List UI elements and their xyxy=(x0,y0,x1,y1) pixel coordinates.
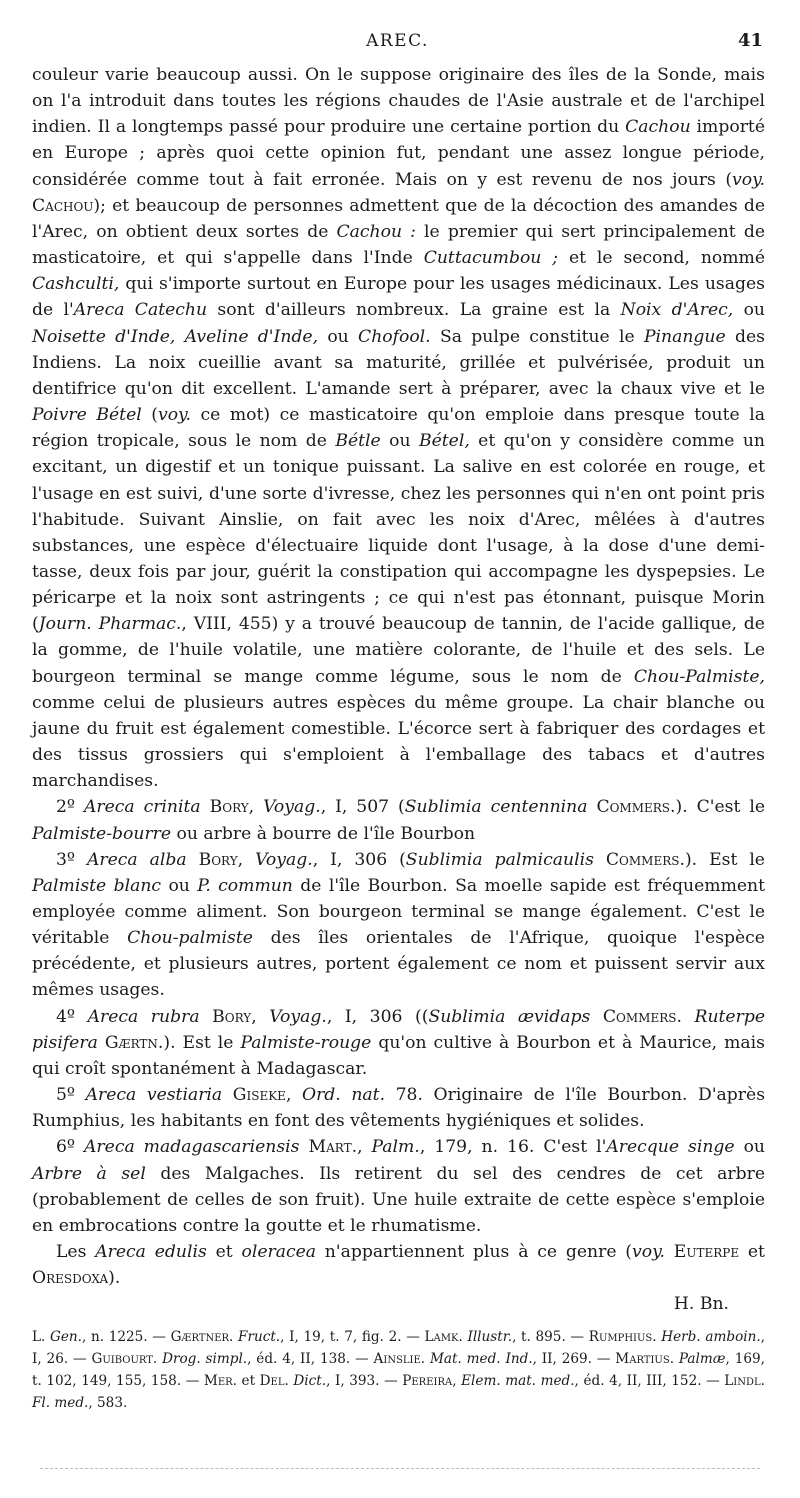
italic-run: Voyag. xyxy=(263,797,321,818)
italic-run: Palmiste-rouge xyxy=(240,1032,372,1053)
italic-run: voy. xyxy=(732,169,765,190)
text-run: des îles orientales de l'Afrique, quoique l'espèce précédente, et plusieurs autres, portent également ce nom et puissent servir aux mêmes usages. xyxy=(32,928,765,1001)
text-run: ). xyxy=(108,1268,121,1289)
paragraph-areca-alba xyxy=(32,847,765,1004)
text-run: et xyxy=(739,1242,765,1263)
species-name: Areca rubra xyxy=(87,1006,200,1027)
paragraph-areca-crinita xyxy=(32,794,765,846)
text-run: couleur varie beaucoup aussi. On le suppose originaire des îles de la Sonde, mais on l'a introduit dans toutes les régions chaudes de l'Asie australe et de l'archipel indien. Il a longtemps passé pour produire une certaine portion du xyxy=(32,65,765,138)
text-run: ). Est le xyxy=(163,1032,241,1053)
text-run: ); et beaucoup de personnes admettent que de la décoction des amandes de l'Arec, on obtient deux sortes de xyxy=(32,195,765,242)
cross-reference: Cachou xyxy=(32,195,94,216)
text-run xyxy=(665,1242,674,1262)
italic-run: Cachou : xyxy=(336,221,416,242)
text-run: ou arbre à bourre de l'île Bourbon xyxy=(171,823,476,844)
italic-run: P. commun xyxy=(197,875,293,896)
italic-run: Cachou xyxy=(625,117,691,138)
italic-run: Cuttacumbou ; xyxy=(423,248,559,269)
author-name: Commers. xyxy=(590,1006,682,1027)
ref-title: Illustr. xyxy=(467,1329,513,1345)
author-name: Giseke xyxy=(222,1085,286,1106)
text-run: le premier qui sert principalement de masticatoire, et qui s'appelle dans l'Inde xyxy=(32,221,765,269)
italic-run: Sublimia ævidaps xyxy=(428,1006,591,1027)
item-number: 4º xyxy=(56,1006,88,1027)
running-title: AREC. xyxy=(366,31,429,51)
ref-text: , éd. 4, II, 138. — xyxy=(247,1351,374,1367)
ref-title: Fruct. xyxy=(238,1329,281,1345)
text-run: Les xyxy=(56,1242,96,1263)
author-name: Commers. xyxy=(587,797,676,818)
author-name: Bory xyxy=(186,849,238,870)
ref-text: et xyxy=(236,1373,260,1389)
text-run: importé en Europe ; après quoi cette opinion fut, pendant une assez longue période, considérée comme tout à fait erronée. Mais on y est revenu de nos jours ( xyxy=(32,117,765,190)
bottom-bleed-through-rule xyxy=(40,1468,760,1469)
paragraph-areca-catechu-continued xyxy=(32,62,765,794)
text-run xyxy=(682,1007,695,1027)
text-run: ce mot) ce masticatoire qu'on emploie dans presque toute la région tropicale, sous le nom de xyxy=(32,405,765,452)
ref-text: , 583. xyxy=(88,1395,128,1411)
text-run: ou xyxy=(733,300,765,321)
text-run: , xyxy=(357,1137,372,1158)
species-name: Areca vestiaria xyxy=(85,1085,223,1106)
ref-text: , n. 1225. — xyxy=(82,1329,171,1345)
item-number: 2º xyxy=(56,797,84,818)
text-run: comme celui de plusieurs autres espèces du même groupe. La chair blanche ou jaune du fruit est également comestible. L'écorce sert à fabriquer des cordages et des tissus grossiers qui s'emploient à l'emballage des tabacs et d'autres marchandises. xyxy=(32,692,765,792)
author-name: Bory xyxy=(200,797,249,818)
cross-reference: Oresdoxa xyxy=(32,1268,109,1289)
italic-run: Arbre à sel xyxy=(32,1163,146,1184)
italic-run: Noisette d'Inde, Aveline d'Inde, xyxy=(32,326,319,347)
paragraph-closing-note xyxy=(32,1239,765,1317)
text-run: sont d'ailleurs nombreux. La graine est la xyxy=(207,300,621,321)
text-run: , I, 507 ( xyxy=(320,797,405,818)
text-run: , VIII, 455) y a trouvé beaucoup de tannin, de l'acide gallique, de la gomme, de l'huile volatile, une matière colorante, de l'huile et des sels. Le bourgeon terminal se mange comme légume, sous le nom de xyxy=(32,614,765,687)
author-name: Mart. xyxy=(299,1137,358,1158)
ref-text: , II, 269. — xyxy=(532,1351,616,1367)
ref-author: Martius. xyxy=(615,1351,675,1367)
text-run: , I, 306 ( xyxy=(312,849,406,870)
page-header xyxy=(32,28,763,54)
item-number: 6º xyxy=(56,1137,85,1158)
ref-title: Elem. mat. med. xyxy=(461,1373,575,1389)
text-run: , I, 306 (( xyxy=(326,1006,429,1027)
text-run: de l'île Bourbon. Sa moelle sapide est fréquemment employée comme aliment. Son bourgeon terminal se mange également. C'est le véritable xyxy=(32,875,766,949)
ref-author: Lindl. xyxy=(724,1373,765,1389)
ref-text: , I, 19, t. 7, fig. 2. — xyxy=(280,1329,425,1345)
italic-run: Chofool. xyxy=(358,326,431,347)
text-run: ( xyxy=(141,405,158,426)
italic-run: Noix d'Arec, xyxy=(620,300,734,321)
text-run: et qu'on y considère comme un excitant, un digestif et un tonique puissant. La salive en est colorée en rouge, et l'usage en est suivi, d'une sorte d'ivresse, chez les personnes qui n'en ont point pris l'habitude. Suivant Ainslie, on fait avec les noix d'Arec, mêlées à d'autres substances, une espèce d'électuaire liquide dont l'usage, à la dose d'une demi-tasse, deux fois par jour, guérit la constipation qui accompagne les dyspepsies. Le péricarpe et la noix sont astringents ; ce qui n'est pas étonnant, puisque Morin ( xyxy=(32,431,765,635)
paragraph-areca-madagascariensis xyxy=(32,1134,765,1239)
ref-author: Lamk. xyxy=(424,1329,463,1345)
text-run: qu'on cultive à Bourbon et à Maurice, mais qui croît spontanément à Madagascar. xyxy=(32,1032,765,1079)
italic-run: Palmiste-bourre xyxy=(32,823,172,844)
ref-author: Mer. xyxy=(203,1373,237,1389)
reference-list xyxy=(32,1326,765,1414)
text-run: ou xyxy=(380,431,419,452)
species-name: Areca edulis xyxy=(95,1242,207,1263)
bibliography-references xyxy=(32,1326,765,1414)
ref-author: Gærtner. xyxy=(170,1329,234,1345)
author-signature: H. Bn. xyxy=(673,1294,729,1315)
text-run: ). C'est le xyxy=(675,797,766,818)
italic-run: Cashculti, xyxy=(32,274,120,295)
article-body xyxy=(32,62,765,1318)
paragraph-areca-vestiaria xyxy=(32,1082,765,1134)
text-run: ). Est le xyxy=(684,849,765,870)
author-name: Commers. xyxy=(593,849,685,870)
italic-run: Voyag. xyxy=(269,1006,327,1027)
ref-title: Gen. xyxy=(50,1329,82,1345)
text-run: des Indiens. La noix cueillie avant sa maturité, grillée et pulvérisée, produit un dentifrice qu'on dit excellent. L'amande sert à préparer, avec la chaux vive et le xyxy=(32,326,765,399)
italic-run: Ord. nat. xyxy=(302,1085,386,1106)
ref-text: , 169, t. 102, 149, 155, 158. — xyxy=(32,1351,765,1389)
item-number: 5º xyxy=(56,1085,86,1106)
text-run: qui s'importe surtout en Europe pour les usages médicinaux. Les usages de l' xyxy=(32,274,765,321)
text-run: n'appartiennent plus à ce genre ( xyxy=(316,1242,633,1263)
text-run: , xyxy=(285,1085,302,1106)
cross-reference: Euterpe xyxy=(673,1242,740,1263)
text-run: ou xyxy=(161,875,198,896)
italic-run: Journ. Pharmac. xyxy=(38,614,182,635)
paragraph-areca-rubra xyxy=(32,1004,765,1082)
ref-title: Palmæ xyxy=(678,1351,726,1367)
italic-run: voy. xyxy=(158,405,191,426)
ref-text: , xyxy=(452,1373,462,1389)
italic-run: Sublimia centennina xyxy=(404,797,588,818)
text-run: Sa pulpe constitue le xyxy=(430,326,644,347)
ref-text: , I, 393. — xyxy=(326,1373,403,1389)
ref-title: Herb. amboin. xyxy=(661,1329,761,1345)
italic-run: Bétel, xyxy=(418,431,470,452)
italic-run: Poivre Bétel xyxy=(32,405,142,426)
italic-run: voy. xyxy=(632,1242,665,1263)
italic-run: Pinangue xyxy=(643,326,726,347)
italic-run: Palm. xyxy=(371,1137,420,1158)
ref-author: Ainslie. xyxy=(373,1351,426,1367)
text-run: des Malgaches. Ils retirent du sel des cendres de cet arbre (probablement de celles de son fruit). Une huile extraite de cette espèce s'emploie en embrocations contre la goutte et le rhumatisme. xyxy=(32,1163,765,1236)
text-run: , 179, n. 16. C'est l' xyxy=(419,1137,607,1158)
species-name: Areca crinita xyxy=(83,797,201,818)
italic-run: Bétle xyxy=(335,431,381,452)
italic-run: Sublimia palmicaulis xyxy=(405,849,594,870)
author-name: Gærtn. xyxy=(97,1032,164,1053)
text-run: , xyxy=(237,849,256,870)
text-run: 78. Originaire de l'île Bourbon. D'après Rumphius, les habitants en font des vêtements hygiéniques et solides. xyxy=(32,1085,766,1132)
text-run: , xyxy=(248,797,264,818)
item-number: 3º xyxy=(56,849,87,870)
ref-author: Rumphius. xyxy=(588,1329,657,1345)
species-name: Areca alba xyxy=(86,849,187,870)
ref-title: Fl. med. xyxy=(32,1395,89,1411)
text-run: ou xyxy=(318,326,359,347)
ref-text: , t. 895. — xyxy=(512,1329,589,1345)
ref-text: , éd. 4, II, III, 152. — xyxy=(574,1373,725,1389)
species-name: Areca madagascariensis xyxy=(84,1137,300,1158)
ref-title: Dict. xyxy=(293,1373,327,1389)
text-run: et le second, nommé xyxy=(558,248,766,269)
ref-text: L. xyxy=(32,1329,51,1345)
ref-author: Del. xyxy=(259,1373,289,1389)
italic-run: Voyag. xyxy=(255,849,313,870)
italic-run: Arecque singe xyxy=(606,1137,735,1158)
italic-run: Chou-Palmiste, xyxy=(633,666,765,687)
text-run: et xyxy=(206,1242,242,1263)
italic-run: Areca Catechu xyxy=(73,300,208,321)
italic-run: Chou-palmiste xyxy=(127,928,253,949)
ref-author: Pereira xyxy=(402,1373,453,1389)
species-name: oleracea xyxy=(241,1242,316,1263)
page-number: 41 xyxy=(737,30,763,51)
text-run: , xyxy=(251,1006,270,1027)
italic-run: Palmiste blanc xyxy=(32,875,162,896)
italic-run: Ruterpe pisifera xyxy=(32,1006,765,1053)
text-run: ou xyxy=(734,1137,765,1158)
ref-title: Mat. med. Ind. xyxy=(430,1351,533,1367)
ref-text: , I, 26. — xyxy=(32,1329,765,1367)
ref-title: Drog. simpl. xyxy=(162,1351,248,1367)
ref-author: Guibourt. xyxy=(91,1351,158,1367)
author-name: Bory xyxy=(199,1006,252,1027)
